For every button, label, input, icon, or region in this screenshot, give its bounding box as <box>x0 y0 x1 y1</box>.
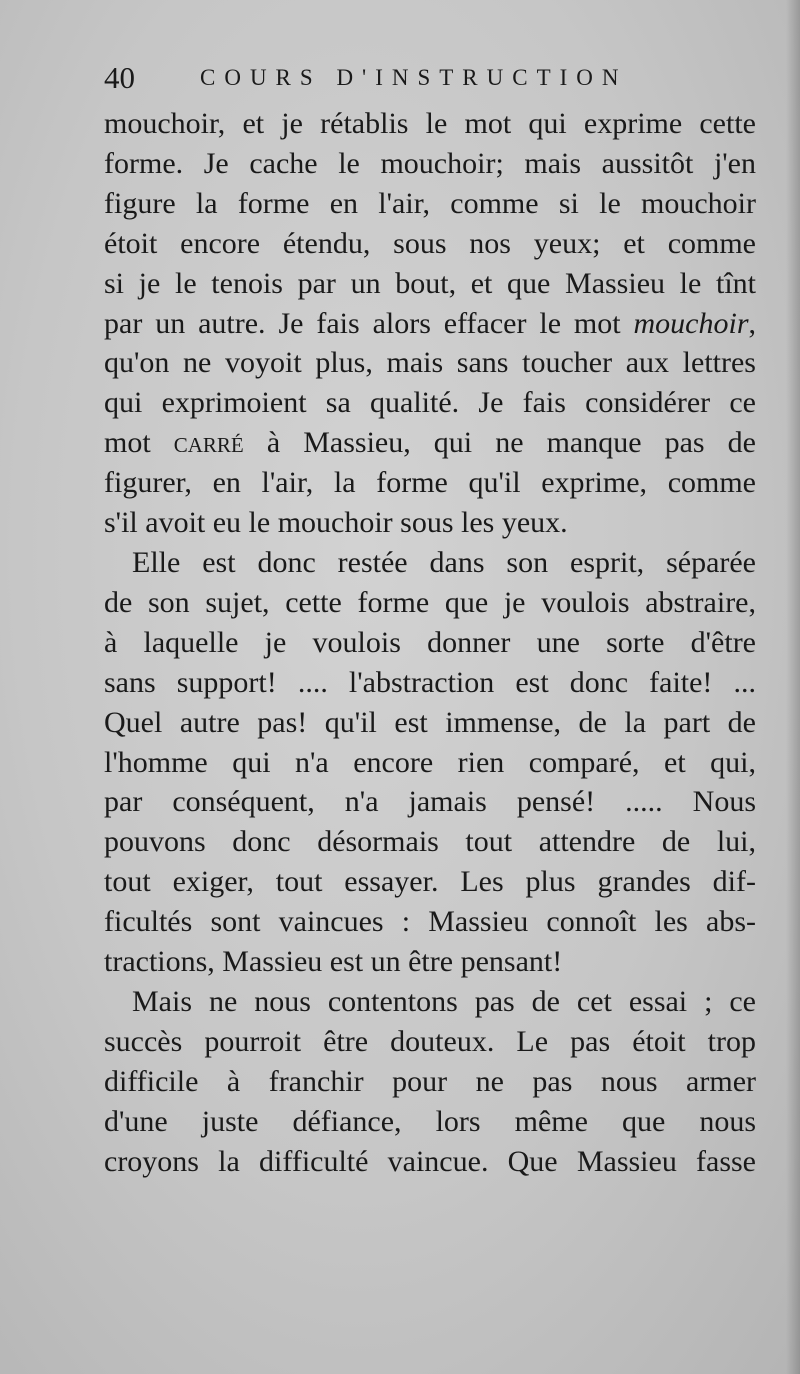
paragraph-2 <box>104 543 756 982</box>
text-line: qui exprimoient sa qualité. Je fais considérer ce <box>104 386 756 420</box>
text-line: difficile à franchir pour ne pas nous armer <box>104 1064 756 1098</box>
text-line: étoit encore étendu, sous nos yeux; et comme <box>104 226 756 260</box>
italic-word: mouchoir <box>633 306 749 340</box>
text-line: sans support! .... l'abstraction est donc faite! ... <box>104 665 756 699</box>
text-line: de son sujet, cette forme que je voulois abstraire, <box>104 585 756 619</box>
paragraph-1 <box>104 104 756 543</box>
running-head: COURS D'INSTRUCTION <box>200 65 628 90</box>
text-line: d'une juste défiance, lors même que nous <box>104 1104 756 1138</box>
text-line: Mais ne nous contentons pas de cet essai ; ce <box>132 984 756 1018</box>
text-line: ficultés sont vaincues : Massieu connoît les abs- <box>104 905 756 939</box>
text-line <box>104 304 756 344</box>
paragraph-3 <box>104 982 756 1182</box>
text-line <box>104 423 756 463</box>
text-line: figure la forme en l'air, comme si le mouchoir <box>104 186 756 220</box>
text-line: Elle est donc restée dans son esprit, séparée <box>132 545 756 579</box>
text-line: forme. Je cache le mouchoir; mais aussitôt j'en <box>104 146 756 180</box>
text-line: l'homme qui n'a encore rien comparé, et qui, <box>104 745 756 779</box>
text-line: mouchoir, et je rétablis le mot qui exprime cette <box>104 107 756 140</box>
text-run: , <box>748 306 756 340</box>
text-line: s'il avoit eu le mouchoir sous les yeux. <box>104 506 568 540</box>
text-line: si je le tenois par un bout, et que Massieu le tînt <box>104 266 756 300</box>
text-run: mot <box>104 426 174 460</box>
text-line: tractions, Massieu est un être pensant! <box>104 945 563 979</box>
text-line: tout exiger, tout essayer. Les plus grandes dif- <box>104 865 756 899</box>
text-line: succès pourroit être douteux. Le pas étoit trop <box>104 1024 756 1058</box>
text-line: pouvons donc désormais tout attendre de lui, <box>104 825 756 859</box>
text-line: croyons la difficulté vaincue. Que Massieu fasse <box>104 1144 756 1178</box>
page-header <box>104 60 764 96</box>
text-line: qu'on ne voyoit plus, mais sans toucher aux lettres <box>104 346 756 380</box>
text-line: figurer, en l'air, la forme qu'il exprime, comme <box>104 466 756 500</box>
text-run: par un autre. Je fais alors effacer le mot <box>104 306 634 340</box>
text-line: à laquelle je voulois donner une sorte d'être <box>104 625 756 659</box>
text-run: à Massieu, qui ne manque pas de <box>243 426 756 460</box>
page-number: 40 <box>104 60 135 95</box>
small-caps-word: carré <box>173 426 244 460</box>
text-line: Quel autre pas! qu'il est immense, de la part de <box>104 705 756 739</box>
text-line: par conséquent, n'a jamais pensé! ..... Nous <box>104 785 756 819</box>
body-text <box>104 104 756 1181</box>
